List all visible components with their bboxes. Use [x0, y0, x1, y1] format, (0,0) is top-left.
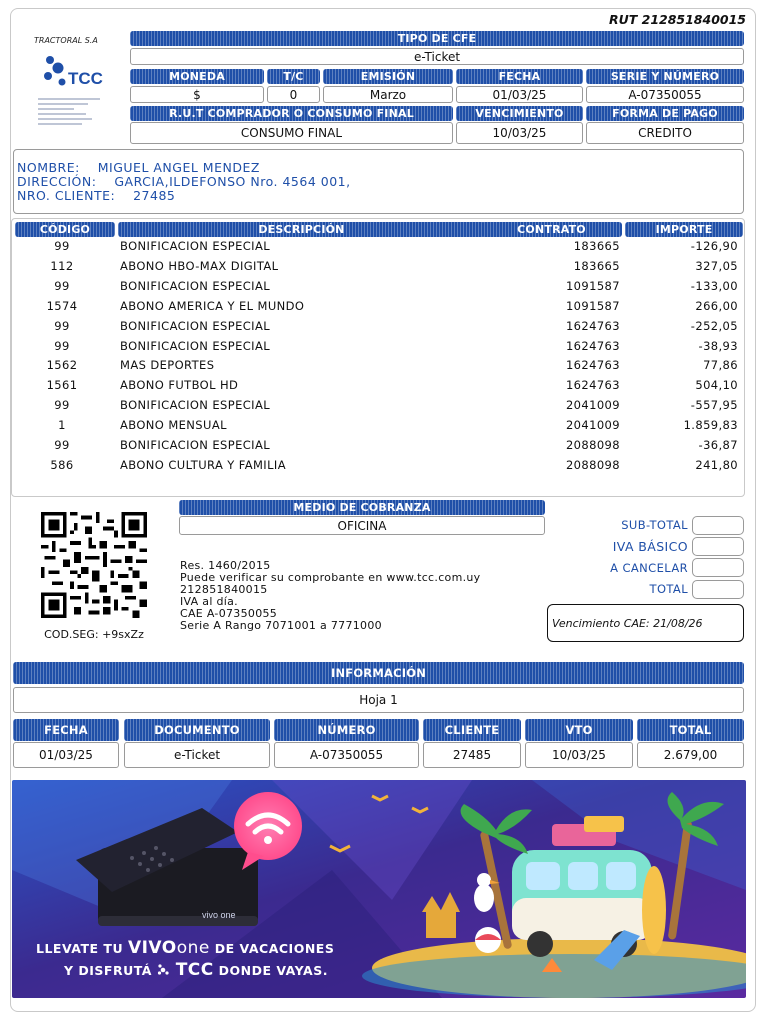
company-name: TRACTORAL S.A	[34, 36, 98, 45]
item-description: BONIFICACION ESPECIAL	[120, 398, 271, 413]
one-brand: one	[176, 938, 210, 958]
client-name: NOMBRE: MIGUEL ANGEL MENDEZ	[17, 160, 260, 175]
qr-code-icon	[37, 512, 151, 618]
banner-line-2	[64, 960, 328, 980]
item-description: ABONO AMERICA Y EL MUNDO	[120, 298, 305, 313]
legal-line: IVA al día.	[180, 595, 238, 608]
vencimiento-value: 10/03/25	[456, 122, 583, 144]
a-cancelar-value	[692, 558, 744, 577]
item-amount: -126,90	[690, 239, 738, 253]
item-amount: 1.859,83	[683, 418, 738, 433]
moneda-value: $	[130, 86, 264, 103]
summary-cliente: 27485	[423, 742, 521, 768]
total-label: TOTAL	[649, 582, 688, 596]
item-code: 1574	[46, 298, 78, 313]
legal-line: Serie A Rango 7071001 a 7771000	[180, 619, 382, 632]
item-code: 99	[54, 318, 70, 333]
item-code: 586	[50, 457, 74, 472]
item-amount: -557,95	[690, 398, 738, 413]
item-description: MAS DEPORTES	[120, 358, 215, 373]
forma-pago-header: FORMA DE PAGO	[586, 106, 744, 121]
table-row	[12, 299, 746, 319]
table-row	[12, 239, 746, 259]
item-amount: 266,00	[695, 298, 738, 313]
vencimiento-header: VENCIMIENTO	[456, 106, 583, 121]
table-row	[12, 458, 746, 478]
medio-cobranza-header: MEDIO DE COBRANZA	[179, 500, 545, 515]
vivo-brand: VIVO	[127, 938, 177, 958]
item-amount: 504,10	[695, 378, 738, 393]
item-amount: 327,05	[695, 258, 738, 273]
promo-banner[interactable]	[12, 780, 746, 998]
company-address-lines	[38, 98, 104, 128]
item-contract: 2041009	[565, 418, 620, 433]
banner-line-1	[36, 938, 334, 958]
banner-text: LLEVATE TU	[36, 941, 124, 956]
item-contract: 1091587	[565, 278, 620, 293]
item-contract: 2088098	[565, 438, 620, 452]
rut-comprador-value: CONSUMO FINAL	[130, 122, 453, 144]
legal-line: 212851840015	[180, 583, 268, 596]
table-row	[12, 418, 746, 438]
item-amount: -36,87	[698, 438, 738, 452]
item-code: 99	[54, 438, 70, 452]
summary-header-numero: NÚMERO	[274, 719, 419, 741]
iva-basico-label: IVA BÁSICO	[612, 539, 688, 554]
item-description: BONIFICACION ESPECIAL	[120, 239, 271, 253]
client-number: NRO. CLIENTE: 27485	[17, 188, 176, 203]
cae-expiration: Vencimiento CAE: 21/08/26	[547, 604, 744, 642]
fecha-header: FECHA	[456, 69, 583, 84]
client-info-box	[13, 149, 744, 214]
banner-text: DONDE VAYAS.	[218, 963, 328, 978]
table-row	[12, 319, 746, 339]
item-code: 112	[50, 258, 74, 273]
summary-total: 2.679,00	[637, 742, 744, 768]
table-row	[12, 358, 746, 378]
summary-fecha: 01/03/25	[13, 742, 119, 768]
security-code: COD.SEG: +9sxZz	[44, 628, 144, 641]
tcc-brand: TCC	[175, 960, 214, 980]
iva-basico-value	[692, 537, 744, 556]
item-code: 1561	[46, 378, 78, 393]
fecha-value: 01/03/25	[456, 86, 583, 103]
banner-text: Y DISFRUTÁ	[64, 963, 152, 978]
summary-header-vto: VTO	[525, 719, 633, 741]
item-description: ABONO MENSUAL	[120, 418, 227, 433]
legal-notice	[180, 560, 480, 632]
item-code: 99	[54, 239, 70, 253]
table-row	[12, 339, 746, 359]
legal-line: Puede verificar su comprobante en www.tcc.com.uy	[180, 571, 481, 584]
item-amount: -133,00	[690, 278, 738, 293]
item-description: BONIFICACION ESPECIAL	[120, 278, 271, 293]
emision-value: Marzo	[323, 86, 453, 103]
subtotal-value	[692, 516, 744, 535]
total-value	[692, 580, 744, 599]
item-description: BONIFICACION ESPECIAL	[120, 338, 271, 353]
informacion-value: Hoja 1	[13, 687, 744, 713]
table-row	[12, 259, 746, 279]
device-label: vivo one	[202, 910, 236, 920]
item-contract: 1624763	[565, 358, 620, 373]
rut-comprador-header: R.U.T COMPRADOR O CONSUMO FINAL	[130, 106, 453, 121]
rut-emisor: RUT 212851840015	[608, 12, 746, 27]
item-contract: 1624763	[565, 338, 620, 353]
item-code: 1	[58, 418, 66, 433]
item-amount: 77,86	[703, 358, 738, 373]
tc-value: 0	[267, 86, 320, 103]
medio-cobranza-value: OFICINA	[179, 516, 545, 535]
item-amount: -38,93	[698, 338, 738, 353]
item-description: ABONO FUTBOL HD	[120, 378, 239, 393]
summary-header-documento: DOCUMENTO	[124, 719, 270, 741]
item-description: BONIFICACION ESPECIAL	[120, 318, 271, 333]
item-description: BONIFICACION ESPECIAL	[120, 438, 271, 452]
informacion-header: INFORMACIÓN	[13, 662, 744, 684]
emision-header: EMISIÓN	[323, 69, 453, 84]
item-contract: 1624763	[565, 378, 620, 393]
item-description: ABONO HBO-MAX DIGITAL	[120, 258, 279, 273]
col-header-descripcion: DESCRIPCIÓN	[118, 222, 485, 237]
company-logo-block	[34, 36, 106, 138]
serie-numero-header: SERIE Y NÚMERO	[586, 69, 744, 84]
table-row	[12, 438, 746, 458]
serie-numero-value: A-07350055	[586, 86, 744, 103]
tcc-small-logo-icon	[157, 964, 171, 976]
summary-numero: A-07350055	[274, 742, 419, 768]
item-contract: 1091587	[565, 298, 620, 313]
col-header-contrato: CONTRATO	[481, 222, 622, 237]
tipo-cfe-header: TIPO DE CFE	[130, 31, 744, 46]
legal-line: CAE A-07350055	[180, 607, 278, 620]
item-code: 1562	[46, 358, 78, 373]
summary-vto: 10/03/25	[525, 742, 633, 768]
item-amount: 241,80	[695, 457, 738, 472]
item-contract: 183665	[573, 258, 620, 273]
a-cancelar-label: A CANCELAR	[610, 561, 688, 575]
item-contract: 2041009	[565, 398, 620, 413]
legal-line: Res. 1460/2015	[180, 559, 271, 572]
item-code: 99	[54, 338, 70, 353]
item-amount: -252,05	[690, 318, 738, 333]
summary-header-total: TOTAL	[637, 719, 744, 741]
item-contract: 2088098	[565, 457, 620, 472]
moneda-header: MONEDA	[130, 69, 264, 84]
items-table	[11, 218, 745, 497]
table-row	[12, 398, 746, 418]
item-contract: 183665	[573, 239, 620, 253]
col-header-importe: IMPORTE	[625, 222, 743, 237]
tcc-logo-icon	[40, 52, 104, 92]
item-code: 99	[54, 398, 70, 413]
tc-header: T/C	[267, 69, 320, 84]
client-address: DIRECCIÓN: GARCIA,ILDEFONSO Nro. 4564 001,	[17, 174, 351, 189]
summary-header-fecha: FECHA	[13, 719, 119, 741]
summary-header-cliente: CLIENTE	[423, 719, 521, 741]
tipo-cfe-value: e-Ticket	[130, 48, 744, 65]
forma-pago-value: CREDITO	[586, 122, 744, 144]
subtotal-label: SUB-TOTAL	[621, 518, 688, 532]
item-code: 99	[54, 278, 70, 293]
logo-text: TCC	[68, 69, 103, 88]
summary-documento: e-Ticket	[124, 742, 270, 768]
item-contract: 1624763	[565, 318, 620, 333]
table-row	[12, 279, 746, 299]
col-header-codigo: CÓDIGO	[15, 222, 115, 237]
table-row	[12, 378, 746, 398]
item-description: ABONO CULTURA Y FAMILIA	[120, 457, 286, 472]
banner-text: DE VACACIONES	[214, 941, 335, 956]
